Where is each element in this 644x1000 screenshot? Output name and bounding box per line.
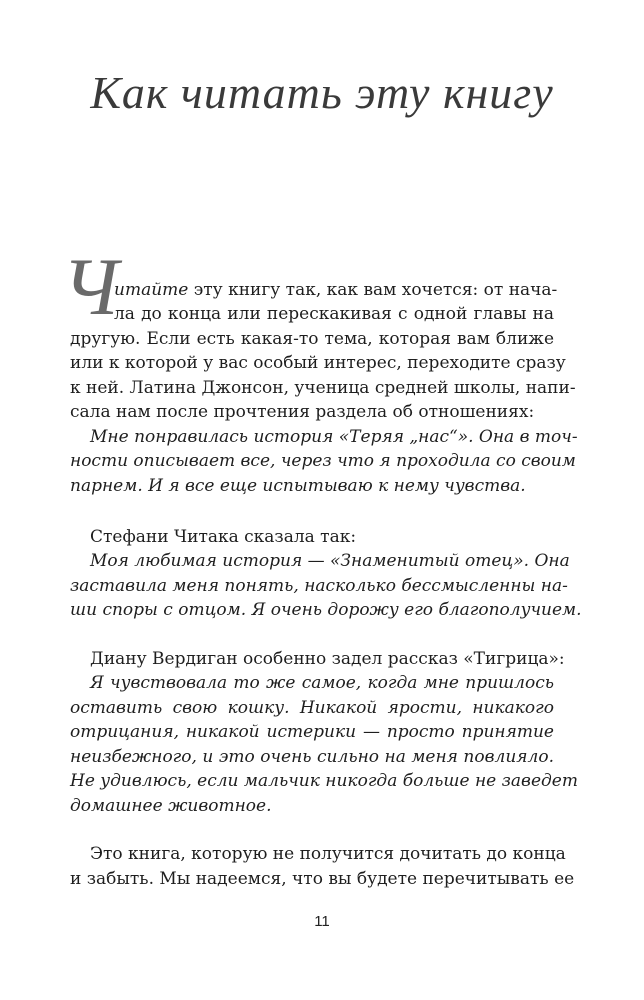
page-number: 11 [314, 913, 330, 930]
drop-cap: Ч [62, 241, 119, 332]
quote-line: неизбежного, и это очень сильно на меня повлияло. [70, 747, 554, 767]
text-line: или к которой у вас особый интерес, переходите сразу [70, 353, 566, 373]
text-line: ла до конца или перескакивая с одной главы на [114, 304, 554, 324]
text-line: итайте эту книгу так, как вам хочется: от нача- [114, 280, 558, 300]
quote-line: Мне понравилась история «Теряя „нас“». Она в точ- [90, 427, 578, 447]
text-line: к ней. Латина Джонсон, ученица средней школы, напи- [70, 378, 576, 398]
quote-line: отрицания, никакой истерики — просто принятие [70, 722, 554, 742]
quote-line: парнем. И я все еще испытываю к нему чувства. [70, 476, 526, 496]
text-line: Стефани Читака сказала так: [90, 527, 357, 547]
quote-line: ности описывает все, через что я проходила со своим [70, 451, 576, 471]
quote-line: домашнее животное. [70, 796, 272, 816]
quote-line: заставила меня понять, насколько бессмысленны на- [70, 576, 568, 596]
text-line: другую. Если есть какая-то тема, которая вам ближе [70, 329, 554, 349]
text-line: сала нам после прочтения раздела об отношениях: [70, 402, 535, 422]
text-line: и забыть. Мы надеемся, что вы будете перечитывать ее [70, 869, 575, 889]
quote-line: оставить свою кошку. Никакой ярости, никакого [70, 698, 554, 718]
quote-line: Я чувствовала то же самое, когда мне пришлось [90, 673, 554, 693]
text-line: Это книга, которую не получится дочитать до конца [90, 844, 566, 864]
quote-line: Моя любимая история — «Знаменитый отец». Она [90, 551, 570, 571]
quote-line: ши споры с отцом. Я очень дорожу его благополучием. [70, 600, 582, 620]
chapter-title: Как читать эту книгу [90, 67, 554, 118]
text-line: Диану Вердиган особенно задел рассказ «Тигрица»: [90, 649, 565, 669]
quote-line: Не удивлюсь, если мальчик никогда больше не заведет [70, 771, 578, 791]
